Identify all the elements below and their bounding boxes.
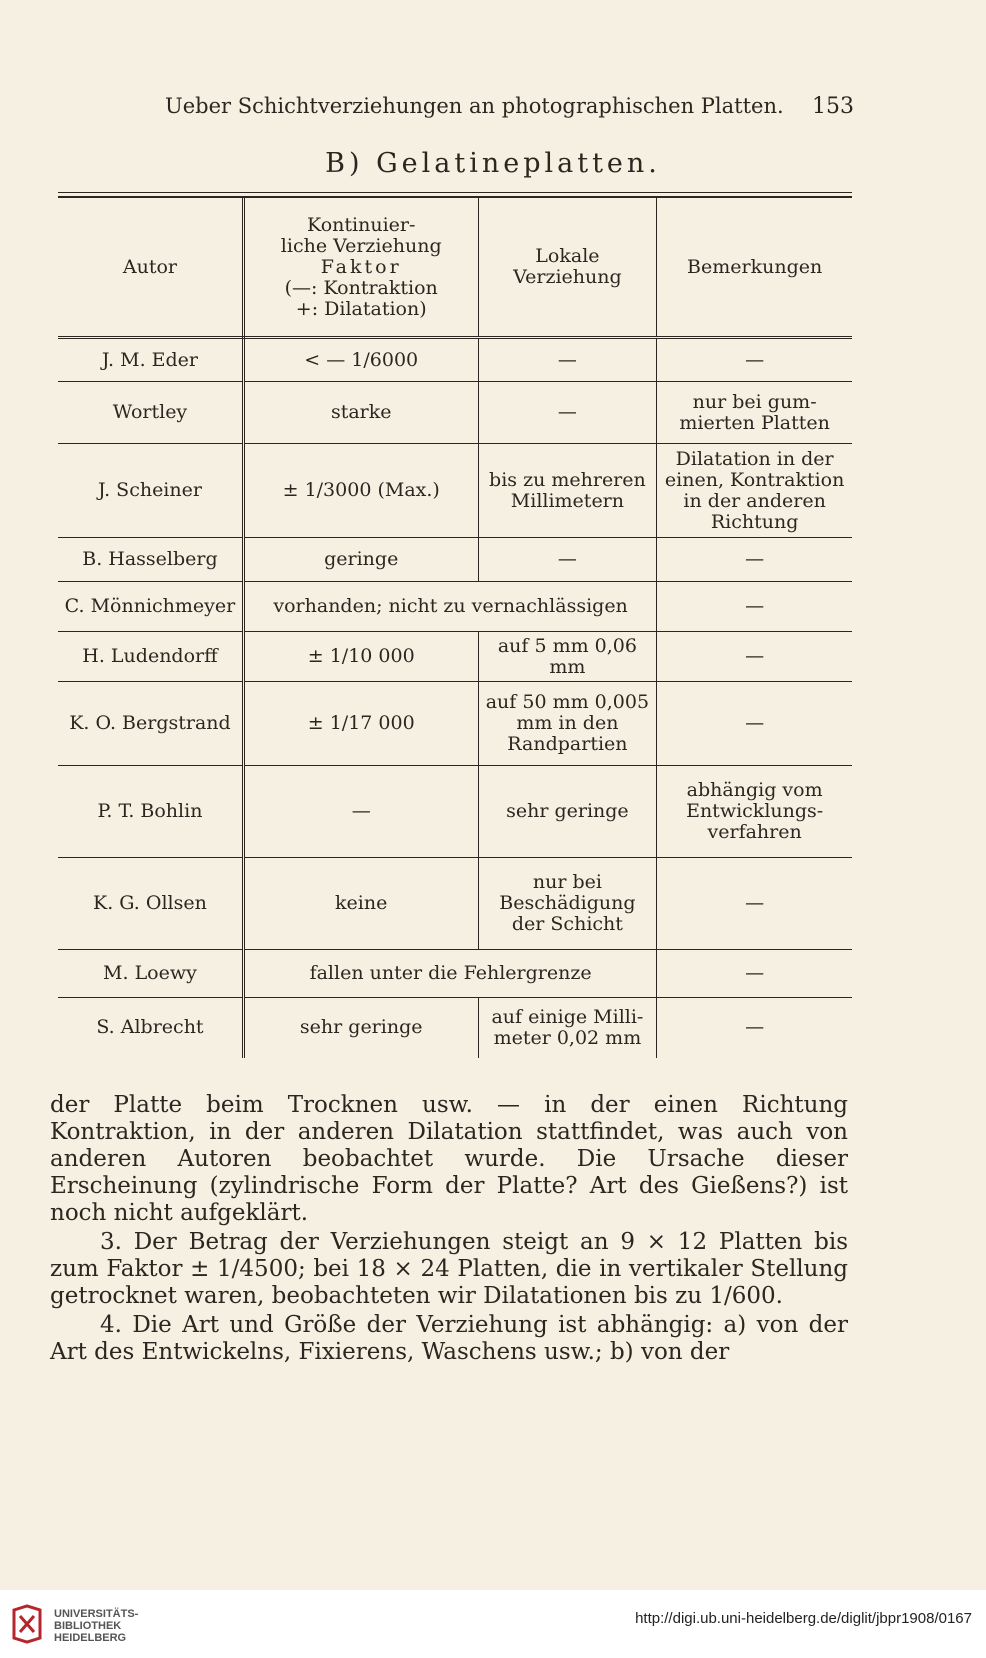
table-row [58, 858, 852, 950]
library-line-3: HEIDELBERG [54, 1632, 127, 1644]
cell-faktor: ± 1/10 000 [243, 632, 478, 682]
cell-faktor: keine [243, 858, 478, 950]
header-kont-line2: liche Verziehung [280, 234, 442, 257]
cell-lokal: — [478, 538, 657, 582]
cell-lokal: auf einige Milli- meter 0,02 mm [478, 998, 657, 1058]
header-kontinuierlich [243, 198, 478, 338]
footer-bar [0, 1590, 986, 1658]
table-row [58, 444, 852, 538]
table-row [58, 538, 852, 582]
library-logo-icon [10, 1604, 44, 1644]
cell-autor: J. M. Eder [58, 338, 243, 382]
header-kont-line5: +: Dilatation) [295, 297, 427, 320]
source-url-link[interactable]: http://digi.ub.uni-heidelberg.de/diglit/jbpr1908/0167 [635, 1610, 972, 1627]
cell-lokal: — [478, 382, 657, 444]
paragraph-2: 3. Der Betrag der Verziehungen steigt an 9 × 12 Platten bis zum Faktor ± 1/4500; bei 18 × 24 Platten, die in vertikaler Stellung getrocknet waren, beobachteten wir Dilatationen bis zu 1/600. [50, 1229, 848, 1309]
table-row [58, 766, 852, 858]
cell-bemerkungen: nur bei gum- mierten Platten [679, 390, 830, 434]
cell-autor: S. Albrecht [58, 998, 243, 1058]
cell-bemerkungen: — [745, 1016, 765, 1039]
cell-faktor: geringe [243, 538, 478, 582]
table-row [58, 382, 852, 444]
cell-bemerkungen: — [745, 548, 765, 570]
header-kont-line4: (—: Kontraktion [284, 276, 438, 299]
table-header-row [58, 198, 852, 338]
cell-autor: P. T. Bohlin [58, 766, 243, 858]
cell-bemerkungen: — [745, 962, 765, 984]
table-row [58, 998, 852, 1058]
paragraph-3: 4. Die Art und Größe der Verziehung ist abhängig: a) von der Art des Entwickelns, Fixierens, Waschens usw.; b) von der [50, 1312, 848, 1365]
cell-autor: M. Loewy [58, 950, 243, 998]
cell-autor: J. Scheiner [58, 444, 243, 538]
library-name [54, 1608, 138, 1644]
cell-faktor: ± 1/17 000 [243, 682, 478, 766]
cell-merged: vorhanden; nicht zu vernachlässigen [243, 582, 656, 632]
cell-lokal: — [478, 338, 657, 382]
header-bemerkungen: Bemerkungen [657, 198, 852, 338]
cell-lokal: auf 5 mm 0,06 mm [478, 632, 657, 682]
cell-lokal: bis zu mehreren Millimetern [478, 444, 657, 538]
table-row [58, 682, 852, 766]
cell-bemerkungen: — [745, 595, 765, 617]
cell-lokal: nur bei Beschädigung der Schicht [478, 858, 657, 950]
cell-autor: B. Hasselberg [58, 538, 243, 582]
body-text [50, 1092, 848, 1366]
library-line-1: UNIVERSITÄTS- [54, 1608, 139, 1620]
data-table-wrapper [58, 192, 852, 1058]
header-lokal [478, 198, 657, 338]
paragraph-1: der Platte beim Trocknen usw. — in der einen Richtung Kontraktion, in der anderen Dilatation stattfindet, was auch von anderen Autoren beobachtet wurde. Die Ursache dieser Erscheinung (zylindrische Form der Platte? Art des Gießens?) ist noch nicht aufgeklärt. [50, 1092, 848, 1226]
cell-autor: C. Mönnichmeyer [58, 582, 243, 632]
header-kont-line1: Kontinuier- [307, 213, 416, 236]
cell-faktor: — [243, 766, 478, 858]
cell-bemerkungen: Dilatation in der einen, Kontraktion in der anderen Richtung [664, 447, 845, 533]
cell-lokal: sehr geringe [478, 766, 657, 858]
cell-faktor: ± 1/3000 (Max.) [243, 444, 478, 538]
table-row [58, 582, 852, 632]
cell-bemerkungen: — [745, 712, 765, 734]
cell-bemerkungen: abhängig vom Entwicklungs- verfahren [686, 779, 824, 843]
cell-merged: fallen unter die Fehlergrenze [243, 950, 656, 998]
library-line-2: BIBLIOTHEK [54, 1620, 122, 1632]
cell-bemerkungen: — [745, 892, 765, 914]
page-number: 153 [812, 94, 854, 119]
cell-bemerkungen: — [745, 348, 765, 371]
running-title: Ueber Schichtverziehungen an photographischen Platten. [165, 94, 784, 118]
cell-autor: H. Ludendorff [58, 632, 243, 682]
cell-autor: K. G. Ollsen [58, 858, 243, 950]
table-row [58, 950, 852, 998]
cell-faktor: starke [243, 382, 478, 444]
header-kont-line3: Faktor [320, 255, 402, 278]
header-autor: Autor [58, 198, 243, 338]
table-row [58, 338, 852, 382]
header-lokal-line1: Lokale [535, 245, 600, 267]
table-row [58, 632, 852, 682]
cell-lokal: auf 50 mm 0,005 mm in den Randpartien [478, 682, 657, 766]
cell-faktor: sehr geringe [243, 998, 478, 1058]
cell-autor: Wortley [58, 382, 243, 444]
cell-bemerkungen: — [745, 645, 765, 667]
cell-autor: K. O. Bergstrand [58, 682, 243, 766]
deformation-table [58, 198, 852, 1058]
header-lokal-line2: Verziehung [513, 266, 622, 288]
cell-faktor: < — 1/6000 [243, 338, 478, 382]
section-title: B) Gelatineplatten. [325, 148, 661, 179]
